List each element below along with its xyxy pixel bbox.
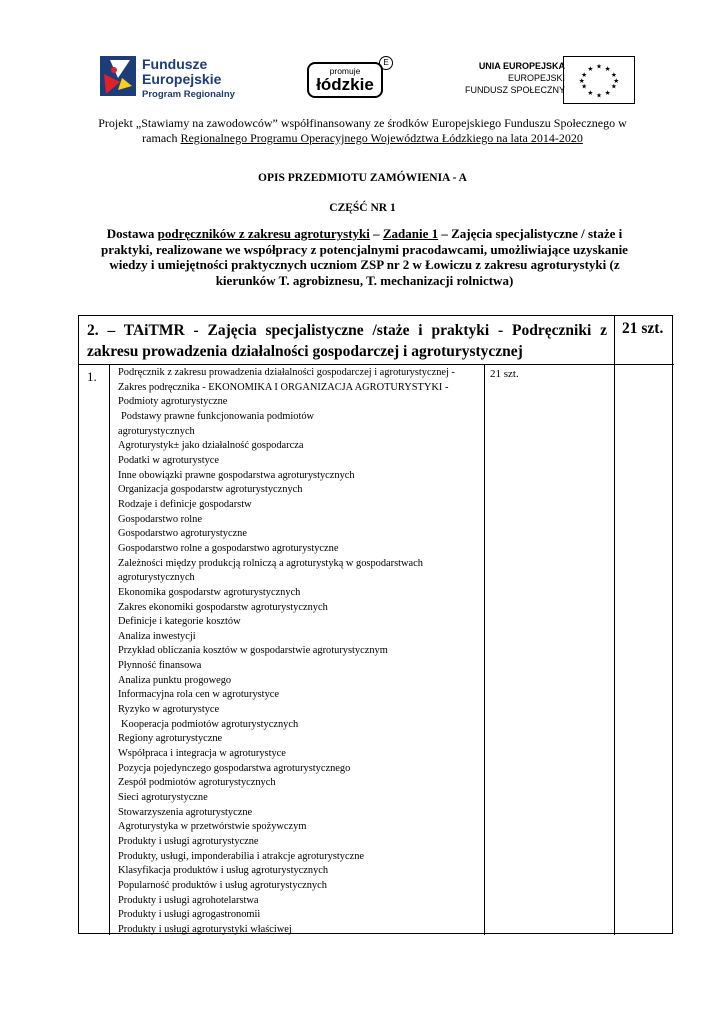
description-line: Przykład obliczania kosztów w gospodarstwie agroturystycznym [118, 645, 388, 657]
description-line: Stowarzyszenia agroturystyczne [118, 806, 253, 818]
project-line-b-prefix: ramach [142, 131, 181, 145]
fe-logo-line2: Europejskie [142, 71, 222, 87]
eu-text-line1: UNIA EUROPEJSKA [478, 61, 565, 71]
description-line: Współpraca i integracja w agroturystyce [118, 748, 286, 760]
table-divider-qty [614, 316, 615, 935]
description-line: Regiony agroturystyczne [118, 733, 223, 745]
description-line: Agroturystyka w przetwórstwie spożywczym [118, 821, 307, 833]
description-line: Inne obowiązki prawne gospodarstwa agroturystycznych [118, 469, 355, 481]
order-title [86, 226, 643, 288]
description-line: Analiza inwestycji [118, 630, 196, 642]
description-line: Informacyjna rola cen w agroturystyce [118, 689, 279, 701]
header-logos [0, 0, 725, 108]
lodz-logo-small: promuje [329, 66, 361, 76]
svg-text:★: ★ [613, 76, 620, 85]
description-line: Analiza punktu progowego [118, 674, 232, 686]
description-line: Produkty i usługi agroturystyki właściwej [118, 923, 292, 935]
project-info [60, 116, 665, 146]
row-number: 1. [87, 369, 97, 384]
description-line: Agroturystyk± jako działalność gospodarcza [118, 440, 304, 452]
eu-flag-icon [563, 56, 635, 104]
svg-text:★: ★ [604, 88, 611, 97]
description-line: Zakres ekonomiki gospodarstw agroturystycznych [118, 601, 328, 613]
description-line: Podstawy prawne funkcjonowania podmiotów [121, 410, 315, 422]
description-line: Sieci agroturystyczne [118, 792, 208, 804]
description-line: Pozycja pojedynczego gospodarstwa agroturystycznego [118, 762, 351, 774]
description-line: Produkty, usługi, imponderabilia i atrakcje agroturystyczne [118, 850, 365, 862]
project-program-link: Regionalnego Programu Operacyjnego Województwa Łódzkiego na lata 2014-2020 [180, 131, 583, 145]
lodz-logo-box [307, 62, 383, 98]
svg-text:★: ★ [587, 88, 594, 97]
project-line-a: Projekt „Stawiamy na zawodowców” współfinansowany ze środków Europejskiego Funduszu Społecznego w [98, 116, 627, 130]
eu-text-line2: EUROPEJSKI [507, 73, 565, 83]
description-line: Ryzyko w agroturystyce [118, 704, 220, 716]
lodz-logo-mark: E [379, 56, 393, 70]
order-table [78, 315, 673, 934]
description-line: Zależności między produkcją rolniczą a agroturystyką w gospodarstwach [118, 557, 423, 569]
title-p2: podręczników z zakresu agroturystyki [157, 226, 370, 241]
description-line: Definicje i kategorie kosztów [118, 616, 241, 628]
table-divider-num [109, 364, 110, 935]
description-line: agroturystycznych [118, 572, 195, 584]
row-quantity: 21 szt. [490, 368, 519, 380]
description-line: Płynność finansowa [118, 660, 202, 672]
description-line: Ekonomika gospodarstw agroturystycznych [118, 586, 301, 598]
description-line: Organizacja gospodarstw agroturystycznych [118, 484, 303, 496]
svg-text:★: ★ [604, 64, 611, 73]
description-line: Gospodarstwo rolne a gospodarstwo agroturystyczne [118, 542, 339, 554]
section-title: 2. – TAiTMR - Zajęcia specjalistyczne /staże i praktyki - Podręczniki z zakresu prowadzenia działalności gospodarczej i agroturystycznej [87, 322, 607, 360]
title-p3: – [369, 226, 383, 241]
description-line: Zespół podmiotów agroturystycznych [118, 777, 276, 789]
svg-text:★: ★ [578, 76, 585, 85]
svg-text:★: ★ [610, 71, 617, 80]
title-p5: – Zajęcia specjalistyczne / staże i praktyki, realizowane we współpracy z potencjalnymi pracodawcami, umożliwiające uzyskanie wiedzy i umiejętności praktycznych uczniom ZSP nr 2 w Łowiczu z zakresu agroturystyki (z kierunków T. agrobiznesu, T. mechanizacji rolnictwa) [101, 226, 628, 288]
svg-text:★: ★ [596, 91, 602, 100]
table-divider-header [79, 364, 674, 365]
description-line: Produkty i usługi agrohotelarstwa [118, 894, 259, 906]
eu-text-line3: FUNDUSZ SPOŁECZNY [464, 85, 565, 95]
description-line: Podatki w agroturystyce [118, 454, 219, 466]
svg-text:★: ★ [581, 82, 588, 91]
description-line: Podręcznik z zakresu prowadzenia działalności gospodarczej i agroturystycznej - [118, 367, 455, 378]
fe-logo-line3: Program Regionalny [142, 89, 235, 100]
svg-text:★: ★ [610, 82, 617, 91]
description-line: Gospodarstwo agroturystyczne [118, 528, 247, 540]
fe-logo-text [142, 57, 235, 100]
title-p1: Dostawa [106, 226, 158, 241]
fe-flag-icon [100, 56, 136, 96]
description-line: Podmioty agroturystyczne [118, 396, 228, 408]
promuje-lodzkie-logo [305, 56, 395, 102]
description-line: Zakres podręcznika - EKONOMIKA I ORGANIZACJA AGROTURYSTYKI - [118, 381, 449, 393]
fundusze-europejskie-logo [100, 54, 250, 104]
description-line: Klasyfikacja produktów i usług agroturystycznych [118, 865, 329, 877]
description-line: Popularność produktów i usług agroturystycznych [118, 879, 327, 891]
svg-text:★: ★ [596, 62, 602, 71]
svg-text:★: ★ [581, 71, 588, 80]
description-line: Produkty i usługi agroturystyczne [118, 836, 259, 847]
description-line: Produkty i usługi agrogastronomii [118, 909, 261, 921]
table-divider-desc [484, 364, 485, 935]
lodz-logo-big: łódzkie [316, 75, 374, 94]
description-line: Gospodarstwo rolne [118, 513, 202, 525]
description-line: agroturystycznych [118, 425, 195, 437]
eu-logo-text [465, 60, 565, 96]
svg-text:★: ★ [587, 64, 594, 73]
title-p4: Zadanie 1 [382, 226, 439, 241]
section-quantity: 21 szt. [622, 320, 664, 337]
fe-logo-line1: Fundusze [142, 56, 208, 72]
document-heading: OPIS PRZEDMIOTU ZAMÓWIENIA - A [258, 172, 467, 184]
description-line: Kooperacja podmiotów agroturystycznych [121, 718, 299, 730]
project-line-b [60, 131, 665, 146]
part-heading: CZĘŚĆ NR 1 [329, 202, 396, 214]
item-description [118, 366, 484, 938]
description-line: Rodzaje i definicje gospodarstw [118, 498, 252, 510]
